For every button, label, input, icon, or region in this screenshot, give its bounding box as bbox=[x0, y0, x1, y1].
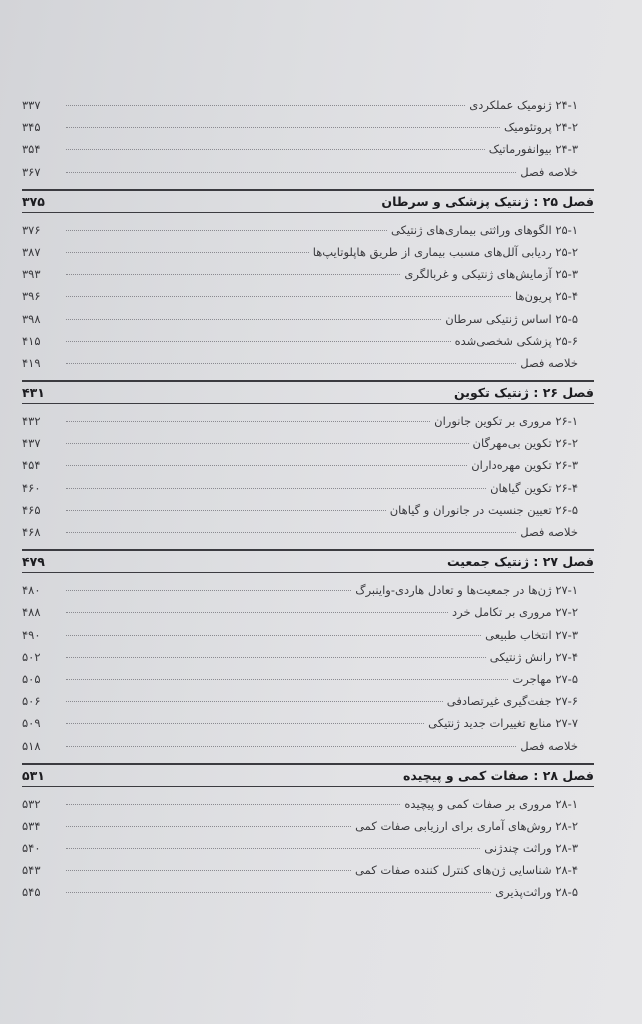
dot-leader bbox=[66, 746, 516, 747]
toc-entry-page-number: ۴۶۸ bbox=[22, 525, 41, 539]
toc-entry[interactable] bbox=[22, 308, 594, 330]
toc-entry-title: ۲۵-۶ پزشکی شخصی‌شده bbox=[454, 333, 578, 348]
toc-entry-title: ۲۴-۲ پروتئومیک bbox=[504, 120, 578, 135]
toc-entry-page-number: ۵۰۶ bbox=[22, 694, 41, 709]
toc-entry[interactable] bbox=[22, 690, 594, 712]
chapter-title: فصل ۲۷ : ژنتیک جمعیت bbox=[446, 554, 594, 570]
chapter-page-number: ۴۳۱ bbox=[22, 385, 45, 401]
dot-leader bbox=[66, 701, 443, 702]
toc-entry[interactable] bbox=[22, 624, 594, 646]
chapter-title: فصل ۲۶ : ژنتیک تکوین bbox=[454, 385, 594, 401]
toc-entry[interactable] bbox=[22, 94, 594, 116]
dot-leader bbox=[66, 252, 309, 253]
chapter-heading bbox=[22, 763, 594, 787]
dot-leader bbox=[66, 532, 516, 533]
dot-leader bbox=[66, 590, 351, 591]
dot-leader bbox=[66, 657, 486, 658]
toc-entry-page-number: ۵۴۳ bbox=[22, 863, 41, 878]
toc-entry-page-number: ۳۷۶ bbox=[22, 222, 41, 237]
toc-entry[interactable] bbox=[22, 116, 594, 138]
toc-entry-page-number: ۴۱۵ bbox=[22, 333, 41, 348]
toc-entry-page-number: ۳۳۷ bbox=[22, 98, 41, 112]
toc-entry[interactable] bbox=[22, 161, 594, 183]
toc-entry-page-number: ۴۹۰ bbox=[22, 627, 41, 642]
toc-entry[interactable] bbox=[22, 793, 594, 815]
toc-entry-page-number: ۴۸۸ bbox=[22, 605, 41, 620]
dot-leader bbox=[66, 488, 486, 489]
toc-entry-page-number: ۴۱۹ bbox=[22, 355, 41, 370]
toc-entry[interactable] bbox=[22, 138, 594, 160]
toc-entry-title: ۲۷-۷ منابع تغییرات جدید ژنتیکی bbox=[428, 716, 578, 731]
toc-entry[interactable] bbox=[22, 521, 594, 543]
toc-entry-page-number: ۳۹۶ bbox=[22, 289, 41, 304]
toc-entry[interactable] bbox=[22, 432, 594, 454]
toc-entry[interactable] bbox=[22, 499, 594, 521]
toc-entry[interactable] bbox=[22, 668, 594, 690]
toc-entry-page-number: ۵۴۵ bbox=[22, 885, 41, 900]
toc-entry-page-number: ۵۰۵ bbox=[22, 671, 41, 686]
chapter-title: فصل ۲۵ : ژنتیک پزشکی و سرطان bbox=[381, 193, 594, 209]
toc-entry-title: ۲۶-۵ تعیین جنسیت در جانوران و گیاهان bbox=[389, 502, 578, 517]
toc-entry[interactable] bbox=[22, 241, 594, 263]
toc-entry-title: خلاصه فصل bbox=[520, 164, 578, 179]
dot-leader bbox=[66, 679, 508, 680]
toc-entry[interactable] bbox=[22, 579, 594, 601]
toc-entry-title: ۲۷-۶ جفت‌گیری غیرتصادفی bbox=[446, 694, 578, 709]
toc-entry-page-number: ۵۰۹ bbox=[22, 716, 41, 731]
toc-entry-title: خلاصه فصل bbox=[520, 355, 578, 370]
toc-entry-title: ۲۷-۵ مهاجرت bbox=[512, 671, 578, 686]
toc-entry-page-number: ۵۱۸ bbox=[22, 738, 41, 753]
toc-entry-title: ۲۵-۵ اساس ژنتیکی سرطان bbox=[445, 311, 578, 326]
toc-entry-page-number: ۳۶۷ bbox=[22, 164, 41, 179]
dot-leader bbox=[66, 723, 424, 724]
dot-leader bbox=[66, 363, 516, 364]
toc-entry-page-number: ۳۴۵ bbox=[22, 120, 41, 135]
toc-entry-title: ۲۶-۳ تکوین مهره‌داران bbox=[471, 458, 578, 473]
toc-entry-title: ۲۸-۲ روش‌های آماری برای ارزیابی صفات کمی bbox=[355, 818, 578, 833]
chapter-page-number: ۳۷۵ bbox=[22, 193, 45, 209]
chapter-page-number: ۴۷۹ bbox=[22, 554, 45, 570]
dot-leader bbox=[66, 892, 491, 893]
toc-entry-page-number: ۳۵۴ bbox=[22, 142, 41, 157]
toc-entry-title: ۲۷-۱ ژن‌ها در جمعیت‌ها و تعادل هاردی-واینبرگ bbox=[355, 583, 578, 598]
dot-leader bbox=[66, 172, 516, 173]
toc-entry-title: ۲۸-۵ وراثت‌پذیری bbox=[495, 885, 578, 900]
toc-entry-title: ۲۸-۱ مروری بر صفات کمی و پیچیده bbox=[404, 796, 578, 811]
toc-entry-title: ۲۸-۴ شناسایی ژن‌های کنترل کننده صفات کمی bbox=[355, 863, 578, 878]
toc-entry-page-number: ۳۸۷ bbox=[22, 244, 41, 259]
toc-entry-page-number: ۴۶۵ bbox=[22, 502, 41, 517]
dot-leader bbox=[66, 296, 511, 297]
toc-entry-title: ۲۸-۳ وراثت چندژنی bbox=[484, 841, 578, 856]
dot-leader bbox=[66, 826, 351, 827]
toc-entry-page-number: ۵۳۲ bbox=[22, 796, 41, 811]
toc-entry-title: ۲۵-۲ ردیابی آلل‌های مسبب بیماری از طریق هاپلوتایپ‌ها bbox=[312, 244, 578, 259]
toc-entry-page-number: ۴۵۴ bbox=[22, 458, 41, 473]
toc-entry-title: خلاصه فصل bbox=[520, 738, 578, 753]
toc-entry[interactable] bbox=[22, 881, 594, 903]
dot-leader bbox=[66, 612, 448, 613]
dot-leader bbox=[66, 341, 451, 342]
dot-leader bbox=[66, 421, 430, 422]
chapter-page-number: ۵۳۱ bbox=[22, 767, 45, 783]
toc-entry-title: ۲۴-۳ بیوانفورماتیک bbox=[488, 142, 578, 157]
toc-entry[interactable] bbox=[22, 735, 594, 757]
toc-entry[interactable] bbox=[22, 837, 594, 859]
toc-entry[interactable] bbox=[22, 330, 594, 352]
toc-entry[interactable] bbox=[22, 352, 594, 374]
toc-entry[interactable] bbox=[22, 454, 594, 476]
toc-entry[interactable] bbox=[22, 601, 594, 623]
toc-entry-page-number: ۵۳۴ bbox=[22, 818, 41, 833]
chapter-title: فصل ۲۸ : صفات کمی و پیچیده bbox=[403, 767, 594, 783]
toc-entry-title: ۲۷-۴ رانش ژنتیکی bbox=[489, 649, 578, 664]
table-of-contents bbox=[22, 94, 594, 904]
toc-entry-page-number: ۳۹۸ bbox=[22, 311, 41, 326]
dot-leader bbox=[66, 635, 481, 636]
chapter-heading bbox=[22, 189, 594, 213]
toc-entry[interactable] bbox=[22, 410, 594, 432]
dot-leader bbox=[66, 274, 400, 275]
toc-entry-page-number: ۴۳۷ bbox=[22, 436, 41, 451]
toc-entry[interactable] bbox=[22, 859, 594, 881]
toc-entry-page-number: ۳۹۳ bbox=[22, 267, 41, 282]
toc-entry[interactable] bbox=[22, 285, 594, 307]
dot-leader bbox=[66, 443, 469, 444]
toc-entry-title: ۲۷-۳ انتخاب طبیعی bbox=[485, 627, 578, 642]
toc-entry[interactable] bbox=[22, 646, 594, 668]
toc-entry-title: ۲۵-۳ آزمایش‌های ژنتیکی و غربالگری bbox=[404, 267, 578, 282]
dot-leader bbox=[66, 105, 465, 106]
dot-leader bbox=[66, 465, 467, 466]
dot-leader bbox=[66, 319, 441, 320]
toc-entry-title: ۲۵-۴ پریون‌ها bbox=[514, 289, 578, 304]
toc-entry-page-number: ۴۶۰ bbox=[22, 480, 41, 495]
toc-entry-title: ۲۶-۲ تکوین بی‌مهرگان bbox=[472, 436, 578, 451]
toc-entry-page-number: ۴۳۲ bbox=[22, 414, 41, 429]
toc-entry-title: ۲۶-۱ مروری بر تکوین جانوران bbox=[434, 414, 578, 429]
toc-entry-title: ۲۵-۱ الگوهای وراثتی بیماری‌های ژنتیکی bbox=[390, 222, 578, 237]
toc-entry-title: خلاصه فصل bbox=[520, 525, 578, 539]
dot-leader bbox=[66, 127, 500, 128]
toc-entry-page-number: ۵۴۰ bbox=[22, 841, 41, 856]
dot-leader bbox=[66, 149, 485, 150]
dot-leader bbox=[66, 848, 480, 849]
toc-entry-page-number: ۵۰۲ bbox=[22, 649, 41, 664]
toc-entry[interactable] bbox=[22, 477, 594, 499]
toc-entry[interactable] bbox=[22, 219, 594, 241]
toc-entry-page-number: ۴۸۰ bbox=[22, 583, 41, 598]
toc-entry[interactable] bbox=[22, 712, 594, 734]
chapter-heading bbox=[22, 380, 594, 404]
dot-leader bbox=[66, 510, 386, 511]
toc-entry-title: ۲۶-۴ تکوین گیاهان bbox=[490, 480, 578, 495]
dot-leader bbox=[66, 870, 351, 871]
dot-leader bbox=[66, 804, 400, 805]
toc-entry-title: ۲۷-۲ مروری بر تکامل خرد bbox=[452, 605, 578, 620]
toc-entry-title: ۲۴-۱ ژنومیک عملکردی bbox=[469, 98, 578, 112]
toc-entry[interactable] bbox=[22, 263, 594, 285]
chapter-heading bbox=[22, 549, 594, 573]
dot-leader bbox=[66, 230, 387, 231]
toc-entry[interactable] bbox=[22, 815, 594, 837]
